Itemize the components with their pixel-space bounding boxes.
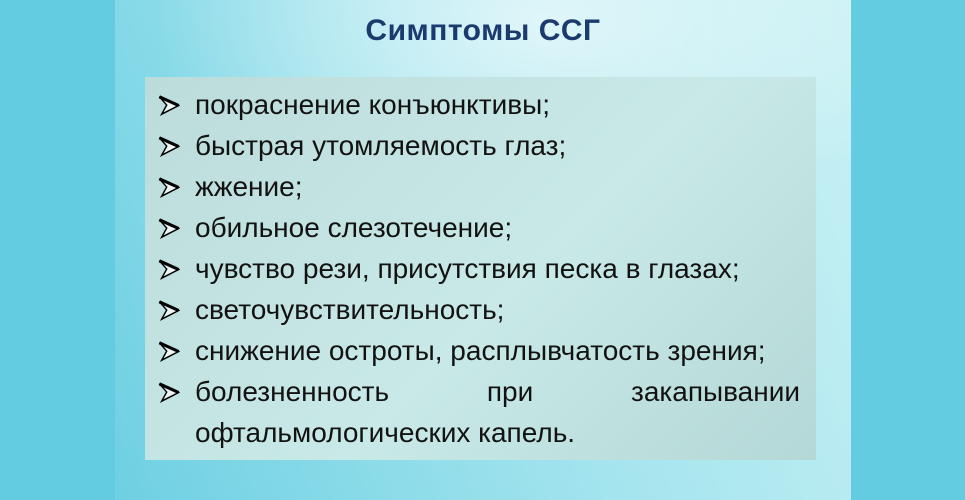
list-item-text: снижение остроты, расплывчатость зрения; (195, 335, 766, 366)
list-item-text: светочувствительность; (195, 294, 505, 325)
list-item-text: жжение; (195, 171, 303, 202)
list-item (157, 248, 800, 289)
list-item-text: закапывании (630, 376, 800, 407)
left-background-bar (0, 0, 115, 500)
list-item-text: обильное слезотечение; (195, 212, 513, 243)
arrowhead-bullet-icon (158, 341, 180, 362)
list-item (157, 371, 800, 453)
list-item-justified-line (195, 371, 800, 412)
list-item-text: быстрая утомляемость глаз; (195, 130, 567, 161)
list-item-text: покраснение конъюнктивы; (195, 89, 550, 120)
slide (115, 0, 851, 500)
list-item (157, 166, 800, 207)
list-item-text: болезненность (195, 376, 390, 407)
slide-title: Симптомы ССГ (365, 14, 601, 47)
list-item-text: при (486, 376, 534, 407)
symptom-list (157, 84, 800, 453)
list-item-text: чувство рези, присутствия песка в глазах; (195, 253, 740, 284)
arrowhead-bullet-icon (158, 218, 180, 239)
arrowhead-bullet-icon (158, 382, 180, 403)
list-item (157, 330, 800, 371)
list-item (157, 125, 800, 166)
list-item-text: офтальмологических капель. (195, 417, 576, 448)
list-item (157, 207, 800, 248)
list-item (157, 289, 800, 330)
arrowhead-bullet-icon (158, 259, 180, 280)
arrowhead-bullet-icon (158, 177, 180, 198)
symptoms-panel (145, 77, 816, 460)
arrowhead-bullet-icon (158, 136, 180, 157)
list-item (157, 84, 800, 125)
arrowhead-bullet-icon (158, 300, 180, 321)
right-background-bar (851, 0, 965, 500)
arrowhead-bullet-icon (158, 95, 180, 116)
